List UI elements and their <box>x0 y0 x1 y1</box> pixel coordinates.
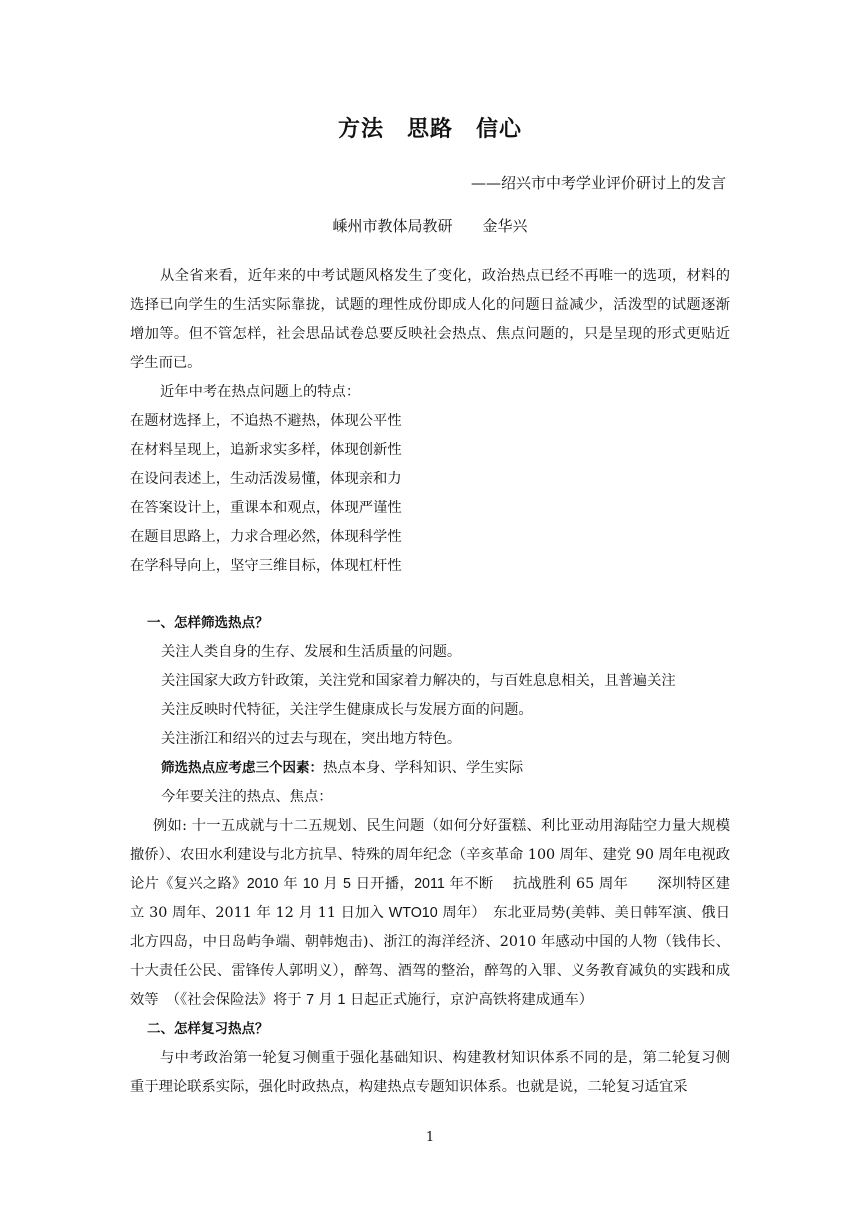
focus-item: 关注国家大政方针政策，关注党和国家着力解决的，与百姓息息相关，且普遍关注 <box>161 673 676 689</box>
example-number: 10 <box>302 876 319 892</box>
example-text: 月 <box>318 876 343 892</box>
author-line: 嵊州市教体局教研 金华兴 <box>332 217 528 235</box>
feature-item: 在答案设计上，重课本和观点，体现严谨性 <box>130 500 402 516</box>
factors-text: 热点本身、学科知识、学生实际 <box>323 760 524 776</box>
focus-item: 关注反映时代特征，关注学生健康成长与发展方面的问题。 <box>161 702 533 718</box>
feature-item: 在材料呈现上，追新求实多样，体现创新性 <box>130 442 402 458</box>
page-number: 1 <box>425 1130 435 1145</box>
document-body <box>130 262 730 1102</box>
section2-paragraph: 与中考政治第一轮复习侧重于强化基础知识、构建教材知识体系不同的是，第二轮复习侧重于理论联系实际，强化时政热点，构建热点专题知识体系。也就是说，二轮复习适宜采 <box>130 1050 730 1095</box>
focus-item: 关注人类自身的生存、发展和生活质量的问题。 <box>161 644 462 660</box>
section-heading-2: 二、怎样复习热点？ <box>147 1021 269 1037</box>
example-number: 2010 <box>246 876 279 892</box>
example-number: 2011 <box>414 876 445 892</box>
factors-label: 筛选热点应考虑三个因素： <box>161 760 323 776</box>
feature-item: 在题目思路上，力求合理必然，体现科学性 <box>130 529 402 545</box>
factors-line <box>130 754 730 783</box>
example-number: 7 <box>306 992 315 1008</box>
subtitle: ——绍兴市中考学业评价研讨上的发言 <box>470 174 726 192</box>
this-year-line: 今年要关注的热点、焦点： <box>161 789 333 805</box>
example-text: 年不断 抗战胜利 65 周年 深圳特区建立 30 周年、2011 年 12 月 11 日加入 <box>130 876 731 921</box>
example-text: 日开播， <box>350 876 415 892</box>
features-lead: 近年中考在热点问题上的特点： <box>160 384 361 400</box>
example-text: 例如: 十一五成就与十二五规划、民生问题（如何分好蛋糕、利比亚动用海陆空力量大规模撤侨）、农田水利建设与北方抗旱、特殊的周年纪念（辛亥革命 100 周年、建党 90 周年电视政论片《复兴之路》 <box>130 818 730 892</box>
section-heading-1: 一、怎样筛选热点？ <box>147 615 269 631</box>
example-number: 5 <box>342 876 351 892</box>
feature-item: 在学科导向上，坚守三维目标，体现杠杆性 <box>130 558 402 574</box>
example-text: 月 <box>314 992 338 1008</box>
intro-paragraph: 从全省来看，近年来的中考试题风格发生了变化，政治热点已经不再唯一的选项，材料的选择已向学生的生活实际靠拢，试题的理性成份即成人化的问题日益减少，活泼型的试题逐渐增加等。但不管怎样，社会思品试卷总要反映社会热点、焦点问题的，只是呈现的形式更贴近学生而已。 <box>130 268 730 371</box>
feature-item: 在题材选择上，不追热不避热，体现公平性 <box>130 413 402 429</box>
features-list <box>130 407 730 581</box>
example-paragraph <box>130 812 730 1015</box>
example-text: 日起正式施行，京沪高铁将建成通车） <box>345 992 593 1008</box>
example-text: 周年） 东北亚局势(美韩、美日韩军演、俄日北方四岛，中日岛屿争端、朝韩炮击)、浙江的海洋经济、2010 年感动中国的人物（钱伟长、十大责任公民、雷锋传人郭明义），醉驾、酒驾的整治，醉驾的入罪、义务教育减负的实践和成效等 （《社会保险法》将于 <box>130 905 730 1008</box>
page-title: 方法 思路 信心 <box>337 117 522 142</box>
example-text: 年 <box>278 876 303 892</box>
example-number: 1 <box>337 992 346 1008</box>
feature-item: 在设问表述上，生动活泼易懂，体现亲和力 <box>130 471 402 487</box>
example-number: WTO10 <box>388 905 438 921</box>
focus-item: 关注浙江和绍兴的过去与现在，突出地方特色。 <box>161 731 462 747</box>
